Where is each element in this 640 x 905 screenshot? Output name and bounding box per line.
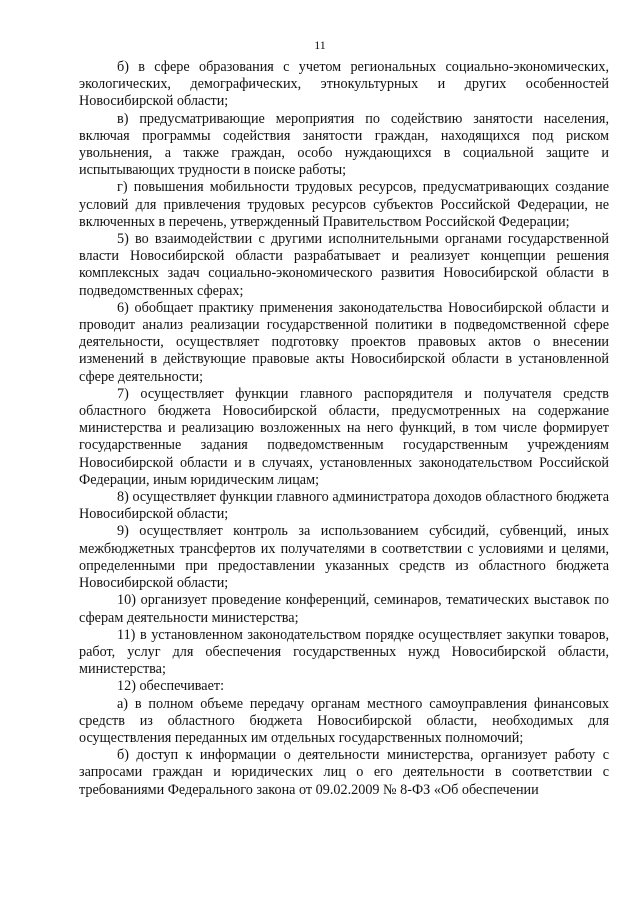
paragraph-8-revenue-administrator: 8) осуществляет функции главного администратора доходов областного бюджета Новосибирской области; [79, 489, 609, 523]
paragraph-6g-labor-mobility: г) повышения мобильности трудовых ресурсов, предусматривающих создание условий для привлечения трудовых ресурсов субъектов Российской Федерации, не включенных в перечень, утвержденный Правительством Российской Федерации; [79, 179, 609, 230]
paragraph-6b-education: б) в сфере образования с учетом региональных социально-экономических, экологических, демографических, этнокультурных и других особенностей Новосибирской области; [79, 59, 609, 110]
document-body [79, 59, 609, 799]
paragraph-12-provides: 12) обеспечивает: [117, 678, 225, 695]
paragraph-6-legislation-practice: 6) обобщает практику применения законодательства Новосибирской области и проводит анализ реализации государственной политики в подведомственной сфере деятельности, осуществляет подготовку проектов правовых актов о внесении изменений в действующие правовые акты Новосибирской области в установленной сфере деятельности; [79, 299, 609, 385]
paragraph-10-conferences: 10) организует проведение конференций, семинаров, тематических выставок по сферам деятельности министерства; [79, 592, 609, 626]
paragraph-6v-employment: в) предусматривающие мероприятия по содействию занятости населения, включая программы содействия занятости граждан, находящихся под риском увольнения, а также граждан, особо нуждающихся в социальной защите и испытывающих трудности в поиске работы; [79, 110, 609, 179]
paragraph-7-budget-functions: 7) осуществляет функции главного распорядителя и получателя средств областного бюджета Новосибирской области, предусмотренных на содержание министерства и реализацию возложенных на него функций, в том числе формирует государственные задания подведомственным государственным учреждениям Новосибирской области и в случаях, установленных законодательством Российской Федерации, иным юридическим лицам; [79, 385, 609, 488]
paragraph-11-procurement: 11) в установленном законодательством порядке осуществляет закупки товаров, работ, услуг для обеспечения государственных нужд Новосибирской области, министерства; [79, 626, 609, 678]
paragraph-5-interaction: 5) во взаимодействии с другими исполнительными органами государственной власти Новосибирской области разрабатывает и реализует концепции решения комплексных задач социально-экономического развития Новосибирской области в подведомственных сферах; [79, 231, 609, 299]
paragraph-12a-funds-transfer: а) в полном объеме передачу органам местного самоуправления финансовых средств из областного бюджета Новосибирской области, необходимых для осуществления переданных им отдельных государственных полномочий; [79, 695, 609, 746]
page-number: 11 [314, 38, 326, 52]
paragraph-9-subsidy-control: 9) осуществляет контроль за использованием субсидий, субвенций, иных межбюджетных трансфертов их получателями в соответствии с условиями и целями, определенными при предоставлении указанных средств из областного бюджета Новосибирской области; [79, 523, 609, 592]
paragraph-12b-information-access: б) доступ к информации о деятельности министерства, организует работу с запросами граждан и юридических лиц о его деятельности в соответствии с требованиями Федерального закона от 09.02.2009 № 8-ФЗ «Об обеспечении [79, 747, 609, 798]
